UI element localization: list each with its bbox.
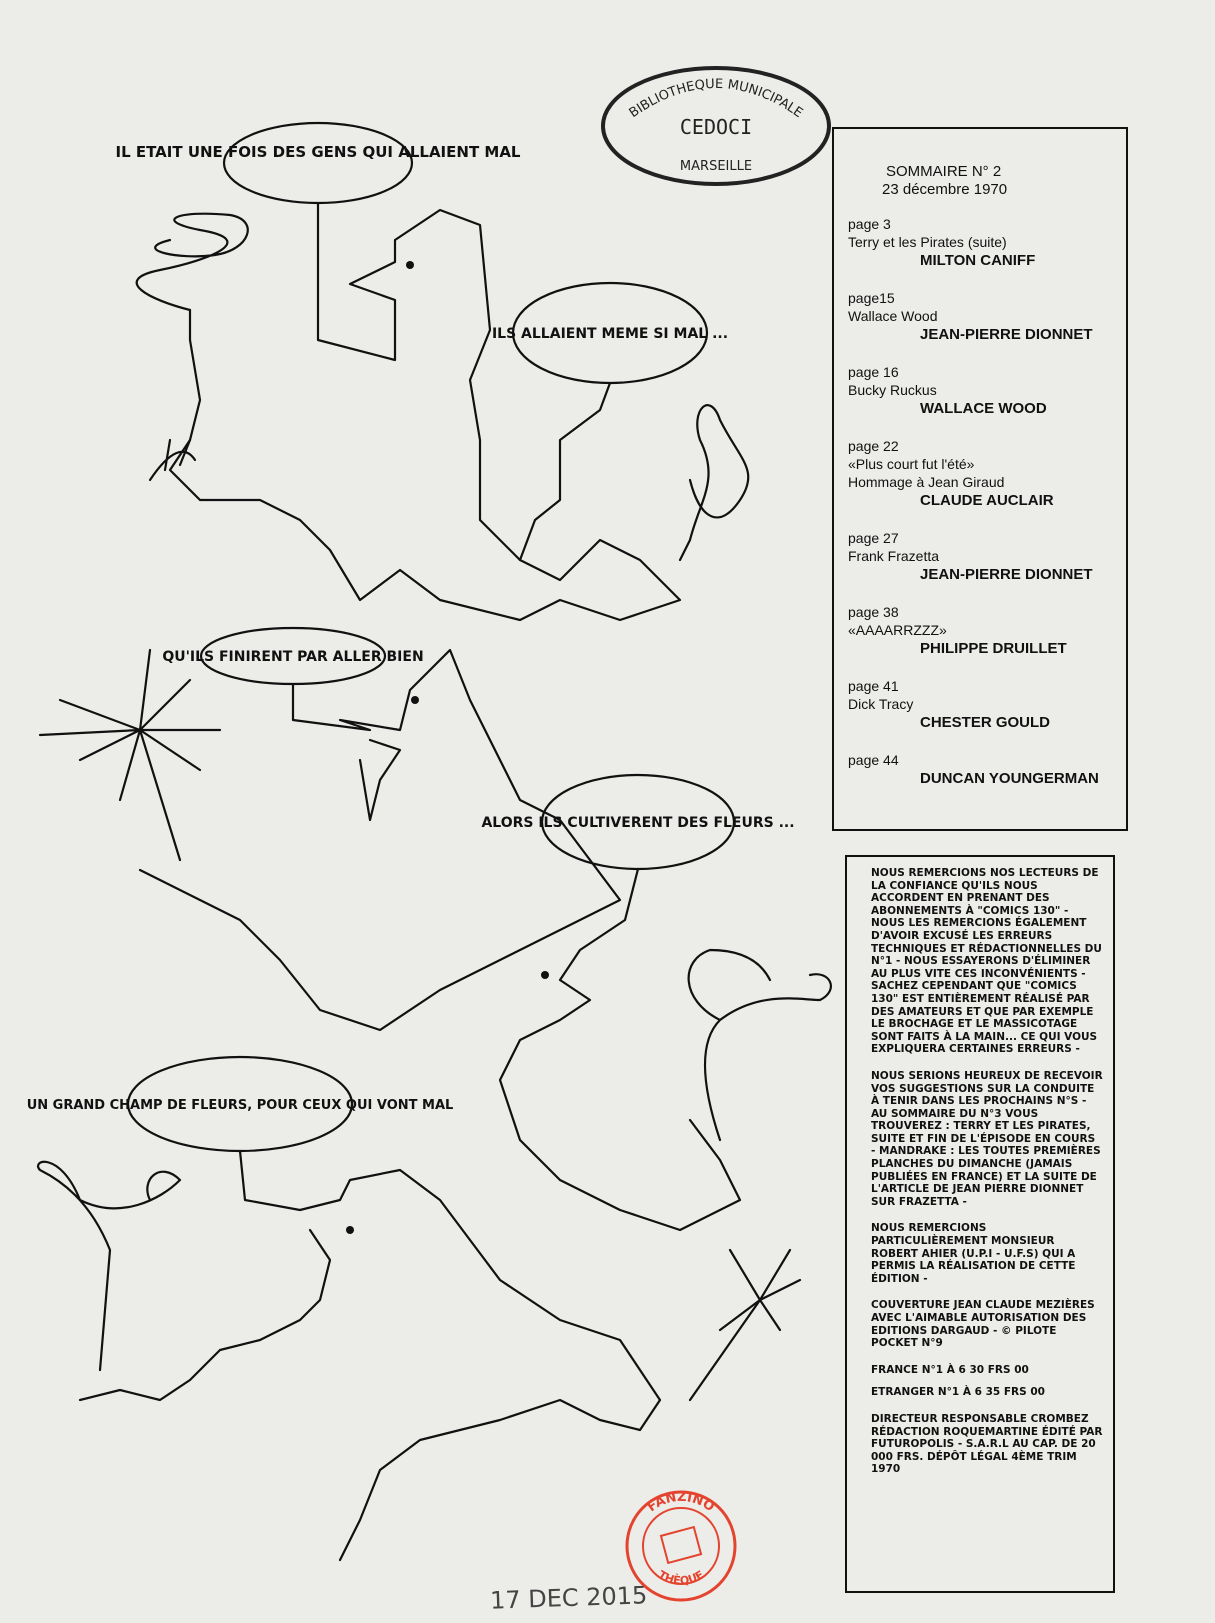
toc-author: WALLACE WOOD bbox=[920, 400, 1047, 417]
toc-entry bbox=[848, 363, 1126, 419]
toc-author: JEAN-PIERRE DIONNET bbox=[920, 326, 1093, 343]
toc-page: page 22 bbox=[848, 438, 899, 454]
svg-text:ALORS ILS CULTIVERENT DES FLEU bbox=[481, 815, 794, 831]
toc-title: Frank Frazetta bbox=[848, 548, 940, 564]
price-france: FRANCE N°1 À 6 30 FRS 00 bbox=[871, 1363, 1029, 1376]
notice-colophon: DIRECTEUR RESPONSABLE CROMBEZ RÉDACTION ROQUEMARTINE ÉDITÉ PAR FUTUROPOLIS - S.A.R.L AU CAP. DE 20 000 FRS. DÉPÔT LÉGAL 4ÈME TRIM 1970 bbox=[871, 1412, 1103, 1476]
toc-title: Wallace Wood bbox=[848, 308, 938, 324]
toc-page: page 44 bbox=[848, 752, 899, 768]
handwritten-date: 17 DEC 2015 bbox=[489, 1581, 648, 1615]
sommaire-date: 23 décembre 1970 bbox=[882, 181, 1008, 198]
sommaire-title: SOMMAIRE N° 2 bbox=[886, 163, 1002, 180]
toc-author: JEAN-PIERRE DIONNET bbox=[920, 566, 1093, 583]
notice-thanks-sponsor: NOUS REMERCIONS PARTICULIÈREMENT MONSIEUR ROBERT AHIER (U.P.I - U.F.S) QUI A PERMIS LA RÉALISATION DE CETTE ÉDITION - bbox=[871, 1222, 1076, 1285]
toc-author: CLAUDE AUCLAIR bbox=[920, 492, 1054, 509]
toc-entry bbox=[848, 751, 1126, 789]
toc-entry bbox=[848, 437, 1126, 511]
bubble-5-text: UN GRAND CHAMP DE FLEURS, POUR CEUX QUI VONT MAL bbox=[26, 1098, 454, 1113]
bubble-3-text: QU'ILS FINIRENT PAR ALLER BIEN bbox=[162, 649, 424, 665]
toc-page: page 38 bbox=[848, 604, 899, 620]
svg-text:ILS ALLAIENT MEME SI MAL ... bbox=[492, 326, 728, 342]
toc-author: MILTON CANIFF bbox=[920, 252, 1036, 269]
library-stamp-center-text: CEDOCI bbox=[679, 115, 753, 139]
toc-page: page 27 bbox=[848, 530, 899, 546]
toc-title: Dick Tracy bbox=[848, 696, 914, 712]
toc-page: page 3 bbox=[848, 216, 891, 232]
toc-entry bbox=[848, 529, 1126, 585]
svg-text:THÈQUE bbox=[656, 1568, 706, 1587]
svg-text:UN GRAND CHAMP DE FLEURS, POUR bbox=[27, 1098, 454, 1113]
svg-text:FANZINO bbox=[645, 1490, 717, 1515]
toc-page: page 41 bbox=[848, 678, 899, 694]
speech-bubble-1 bbox=[224, 123, 412, 203]
editorial-notice bbox=[845, 855, 1115, 1593]
figure-1-outline bbox=[170, 210, 680, 620]
fanzino-bottom-text: THÈQUE bbox=[655, 1568, 707, 1588]
price-abroad: ETRANGER N°1 À 6 35 FRS 00 bbox=[871, 1386, 1045, 1399]
notice-cover-credit: COUVERTURE JEAN CLAUDE MEZIÈRES AVEC L'AIMABLE AUTORISATION DES EDITIONS DARGAUD - © PILOTE POCKET N°9 bbox=[871, 1299, 1095, 1350]
fanzino-top-text: FANZINO bbox=[644, 1489, 717, 1516]
bubble-1-text: IL ETAIT UNE FOIS DES GENS QUI ALLAIENT MAL bbox=[115, 143, 521, 161]
toc-subtitle: Hommage à Jean Giraud bbox=[848, 474, 1005, 490]
library-stamp-top-text: BIBLIOTHEQUE MUNICIPALE bbox=[626, 76, 806, 122]
notice-thanks-readers: NOUS REMERCIONS NOS LECTEURS DE LA CONFIANCE QU'ILS NOUS ACCORDENT EN PRENANT DES ABONNEMENTS À "COMICS 130" - NOUS LES REMERCIONS ÉGALEMENT D'AVOIR EXCUSÉ LES ERREURS TECHNIQUES ET RÉDACTIONNELLES DU N°1 - NOUS ESSAYERONS D'ÉLIMINER AU PLUS VITE CES INCONVÉNIENTS - SACHEZ CEPENDANT QUE "COMICS 130" EST ENTIÈREMENT RÉALISÉ PAR DES AMATEURS ET QUE PAR EXEMPLE LE BROCHAGE ET LE MASSICOTAGE SONT FAITS À LA MAIN... CE QUI VOUS EXPLIQUERA CERTAINES ERREURS - bbox=[871, 867, 1102, 1056]
bubble-4-text: ALORS ILS CULTIVERENT DES FLEURS ... bbox=[481, 815, 795, 831]
library-stamp-bottom-text: MARSEILLE bbox=[679, 159, 753, 174]
toc-page: page 16 bbox=[848, 364, 899, 380]
library-stamp bbox=[598, 62, 834, 190]
toc-author: DUNCAN YOUNGERMAN bbox=[920, 770, 1099, 787]
toc-entry bbox=[848, 215, 1126, 271]
toc-entry bbox=[848, 677, 1126, 733]
toc-author: CHESTER GOULD bbox=[920, 714, 1051, 731]
toc-page: page15 bbox=[848, 290, 895, 306]
toc-entry bbox=[848, 289, 1126, 345]
toc-entry bbox=[848, 603, 1126, 659]
bubble-2-text: ILS ALLAIENT MEME SI MAL ... bbox=[491, 326, 729, 342]
svg-text:IL ETAIT UNE FOIS DES GENS QUI bbox=[116, 143, 521, 161]
svg-text:QU'ILS FINIRENT PAR ALLER BIEN bbox=[162, 649, 423, 665]
toc-author: PHILIPPE DRUILLET bbox=[920, 640, 1067, 657]
toc-title: Terry et les Pirates (suite) bbox=[848, 234, 1007, 250]
table-of-contents bbox=[832, 127, 1128, 831]
toc-title: Bucky Ruckus bbox=[848, 382, 937, 398]
toc-title: «AAAARRZZZ» bbox=[848, 622, 947, 638]
toc-title: «Plus court fut l'été» bbox=[848, 456, 975, 472]
notice-next-issue: NOUS SERIONS HEUREUX DE RECEVOIR VOS SUGGESTIONS SUR LA CONDUITE À TENIR DANS LES PROCHAINS N°S - AU SOMMAIRE DU N°3 VOUS TROUVEREZ : TERRY ET LES PIRATES, SUITE ET FIN DE L'ÉPISODE EN COURS - MANDRAKE : LES TOUTES PREMIÈRES PLANCHES DU DIMANCHE (JAMAIS PUBLIÉES EN FRANCE) ET LA SUITE DE L'ARTICLE DE JEAN PIERRE DIONNET SUR FRAZETTA - bbox=[871, 1069, 1103, 1208]
